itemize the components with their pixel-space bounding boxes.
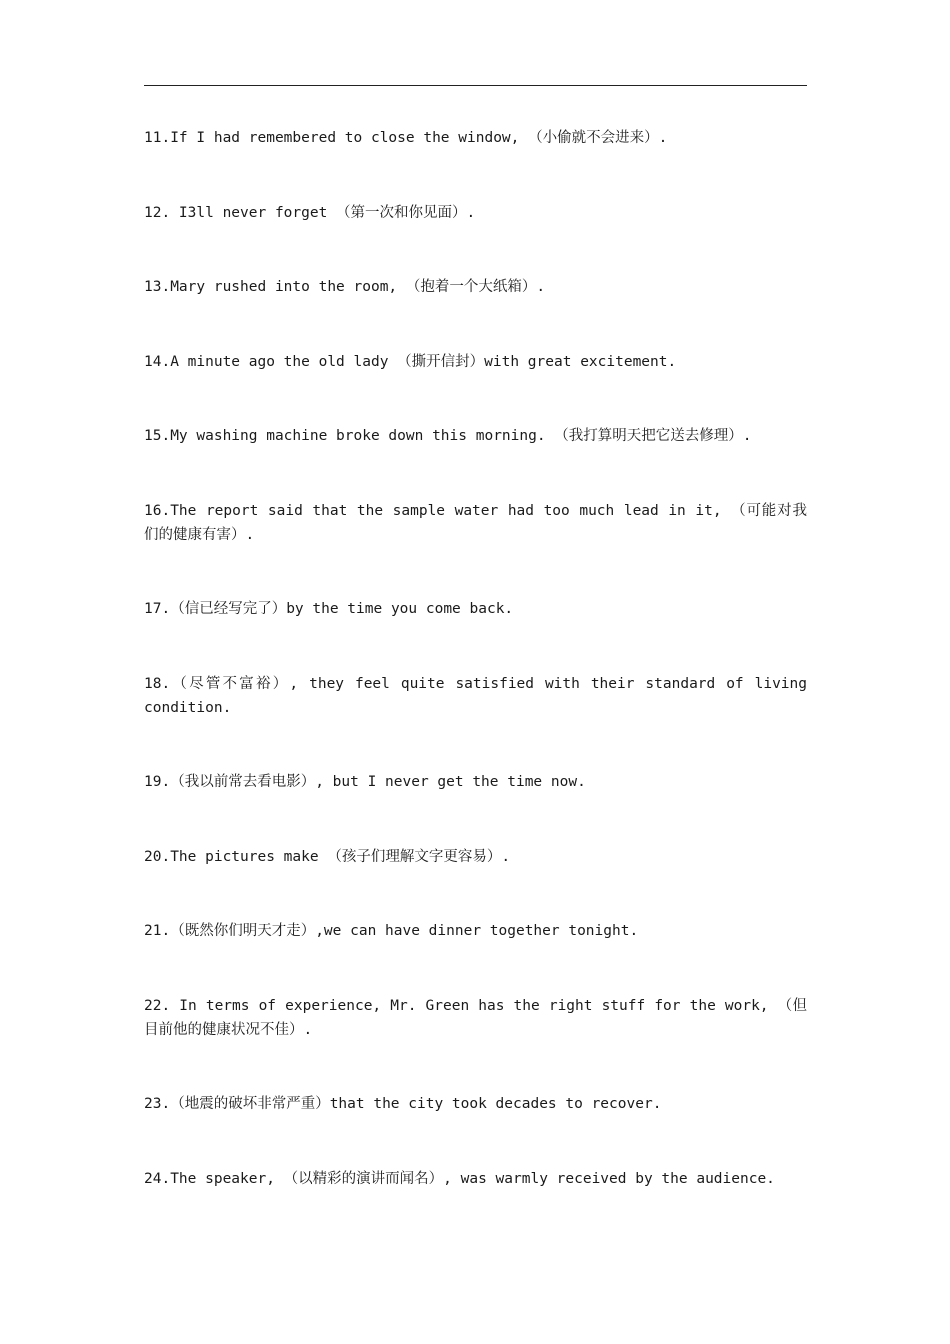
header-rule — [144, 85, 807, 86]
question-item: 16.The report said that the sample water had too much lead in it, （可能对我们的健康有害）. — [144, 502, 807, 543]
question-item: 12. I3ll never forget （第一次和你见面）. — [144, 204, 476, 221]
question-item: 22. In terms of experience, Mr. Green has the right stuff for the work, （但目前他的健康状况不佳）. — [144, 997, 807, 1038]
question-item: 14.A minute ago the old lady （撕开信封）with great excitement. — [144, 353, 677, 370]
question-item: 13.Mary rushed into the room, （抱着一个大纸箱）. — [144, 279, 546, 295]
question-item: 23.（地震的破坏非常严重）that the city took decades to recover. — [144, 1096, 662, 1112]
question-item: 17.（信已经写完了）by the time you come back. — [144, 601, 514, 617]
question-item: 18.（尽管不富裕）, they feel quite satisfied with their standard of living condition. — [144, 675, 807, 716]
question-item: 20.The pictures make （孩子们理解文字更容易）. — [144, 848, 511, 865]
question-item: 15.My washing machine broke down this morning. （我打算明天把它送去修理）. — [144, 428, 752, 444]
question-item: 21.（既然你们明天才走）,we can have dinner together tonight. — [144, 923, 639, 939]
question-item: 19.（我以前常去看电影）, but I never get the time now. — [144, 774, 586, 790]
question-item: 24.The speaker, （以精彩的演讲而闻名）, was warmly received by the audience. — [144, 1170, 775, 1187]
question-item: 11.If I had remembered to close the window, （小偷就不会进来）. — [144, 130, 668, 146]
question-list — [144, 126, 807, 1241]
